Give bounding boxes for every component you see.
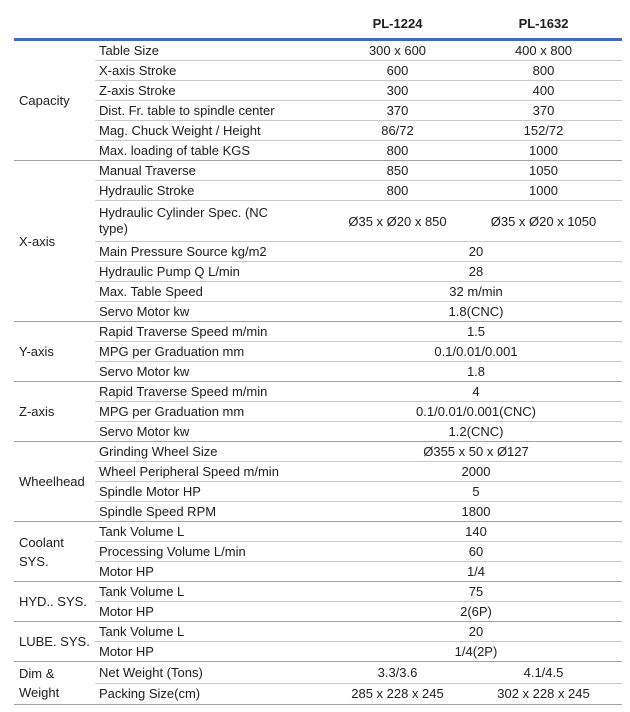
spec-row <box>14 562 622 582</box>
spec-label: Motor HP <box>95 602 330 622</box>
spec-row <box>14 121 622 141</box>
spec-label: Hydraulic Pump Q L/min <box>95 262 330 282</box>
spec-label: Tank Volume L <box>95 582 330 602</box>
category-label: LUBE. SYS. <box>14 622 95 662</box>
spec-row <box>14 282 622 302</box>
spec-label: Max. Table Speed <box>95 282 330 302</box>
spec-label <box>95 201 330 242</box>
spec-value-shared: 2000 <box>330 462 622 482</box>
spec-row <box>14 141 622 161</box>
spec-label: Rapid Traverse Speed m/min <box>95 382 330 402</box>
spec-label: Packing Size(cm) <box>95 683 330 705</box>
spec-label: Wheel Peripheral Speed m/min <box>95 462 330 482</box>
category-label: X-axis <box>14 161 95 322</box>
spec-value-shared: 1800 <box>330 502 622 522</box>
spec-value-shared: 75 <box>330 582 622 602</box>
spec-value-shared: 32 m/min <box>330 282 622 302</box>
spec-value-model-1: 800 <box>330 181 465 201</box>
spec-row <box>14 382 622 402</box>
spec-value-model-2: 1000 <box>465 141 622 161</box>
spec-value-model-2: Ø35 x Ø20 x 1050 <box>465 201 622 242</box>
spec-row <box>14 242 622 262</box>
spec-label: Max. loading of table KGS <box>95 141 330 161</box>
spec-label: Motor HP <box>95 642 330 662</box>
spec-value-shared: 1.5 <box>330 322 622 342</box>
spec-row <box>14 642 622 662</box>
header-row <box>14 8 622 40</box>
spec-value-shared: 1.8(CNC) <box>330 302 622 322</box>
spec-row <box>14 262 622 282</box>
spec-row <box>14 101 622 121</box>
spec-value-shared: 20 <box>330 622 622 642</box>
spec-row <box>14 342 622 362</box>
category-label: Coolant SYS. <box>14 522 95 582</box>
spec-label: Tank Volume L <box>95 522 330 542</box>
spec-value-shared: 1/4 <box>330 562 622 582</box>
column-header-model-2: PL-1632 <box>465 8 622 40</box>
spec-value-shared: 140 <box>330 522 622 542</box>
spec-row <box>14 422 622 442</box>
spec-table-body <box>14 40 622 705</box>
spec-row <box>14 362 622 382</box>
category-label: Wheelhead <box>14 442 95 522</box>
spec-value-model-2: 4.1/4.5 <box>465 662 622 684</box>
spec-label: Manual Traverse <box>95 161 330 181</box>
spec-label: Hydraulic Stroke <box>95 181 330 201</box>
spec-value-shared: 60 <box>330 542 622 562</box>
spec-value-model-2: 1000 <box>465 181 622 201</box>
category-label: HYD.. SYS. <box>14 582 95 622</box>
spec-label: MPG per Graduation mm <box>95 342 330 362</box>
spec-value-model-1: 86/72 <box>330 121 465 141</box>
spec-value-shared: 2(6P) <box>330 602 622 622</box>
spec-value-model-2: 800 <box>465 61 622 81</box>
category-label: Z-axis <box>14 382 95 442</box>
spec-table <box>14 8 622 705</box>
spec-value-model-2: 400 x 800 <box>514 43 573 58</box>
spec-label: Main Pressure Source kg/m2 <box>95 242 330 262</box>
spec-label: Servo Motor kw <box>95 302 330 322</box>
spec-label: Spindle Speed RPM <box>95 502 330 522</box>
spec-label: Net Weight (Tons) <box>95 662 330 684</box>
header-label-spacer <box>95 8 330 40</box>
spec-row <box>14 161 622 181</box>
spec-label: Servo Motor kw <box>95 422 330 442</box>
spec-row <box>14 622 622 642</box>
spec-value-model-2: 1050 <box>465 161 622 181</box>
spec-value-model-2: 370 <box>465 101 622 121</box>
spec-value-model-2: 302 x 228 x 245 <box>465 683 622 705</box>
category-label: Y-axis <box>14 322 95 382</box>
spec-value-shared: 1.2(CNC) <box>330 422 622 442</box>
spec-value-model-1: 850 <box>330 161 465 181</box>
spec-value-model-1: 300 <box>330 81 465 101</box>
spec-value-shared: 20 <box>330 242 622 262</box>
spec-table-header <box>14 8 622 40</box>
column-header-model-1: PL-1224 <box>330 8 465 40</box>
spec-row <box>14 81 622 101</box>
spec-row <box>14 322 622 342</box>
spec-label: Tank Volume L <box>95 622 330 642</box>
spec-row <box>14 662 622 684</box>
spec-label: Spindle Motor HP <box>95 482 330 502</box>
spec-row <box>14 302 622 322</box>
spec-label: Grinding Wheel Size <box>95 442 330 462</box>
spec-value-shared: 28 <box>330 262 622 282</box>
spec-label: Table Size <box>99 43 159 58</box>
spec-row <box>14 462 622 482</box>
spec-label: X-axis Stroke <box>95 61 330 81</box>
spec-row <box>14 542 622 562</box>
spec-value-model-1: 285 x 228 x 245 <box>330 683 465 705</box>
spec-label: Rapid Traverse Speed m/min <box>95 322 330 342</box>
spec-row <box>14 442 622 462</box>
spec-value-shared: Ø355 x 50 x Ø127 <box>330 442 622 462</box>
spec-label: Processing Volume L/min <box>95 542 330 562</box>
spec-row <box>14 181 622 201</box>
spec-value-model-1: Ø35 x Ø20 x 850 <box>330 201 465 242</box>
spec-label: Servo Motor kw <box>95 362 330 382</box>
spec-value-model-1: 800 <box>330 141 465 161</box>
spec-row <box>14 201 622 242</box>
spec-row <box>14 482 622 502</box>
spec-label: Dist. Fr. table to spindle center <box>95 101 330 121</box>
spec-value-shared: 4 <box>330 382 622 402</box>
spec-row <box>14 602 622 622</box>
spec-value-model-2: 400 <box>465 81 622 101</box>
spec-value-model-2: 152/72 <box>465 121 622 141</box>
spec-label: Mag. Chuck Weight / Height <box>95 121 330 141</box>
spec-value-shared: 0.1/0.01/0.001(CNC) <box>330 402 622 422</box>
spec-row <box>14 683 622 705</box>
spec-row <box>14 40 622 61</box>
spec-value-model-1: 600 <box>330 61 465 81</box>
spec-row <box>14 502 622 522</box>
spec-value-shared: 5 <box>330 482 622 502</box>
spec-label: Motor HP <box>95 562 330 582</box>
header-category-spacer <box>14 8 95 40</box>
spec-value-model-1: 370 <box>330 101 465 121</box>
spec-label-text: Hydraulic Cylinder Spec. (NC type) <box>99 205 269 236</box>
spec-value-model-1: 300 x 600 <box>368 43 427 58</box>
spec-row <box>14 582 622 602</box>
spec-label: MPG per Graduation mm <box>95 402 330 422</box>
spec-label: Z-axis Stroke <box>95 81 330 101</box>
spec-value-shared: 0.1/0.01/0.001 <box>330 342 622 362</box>
spec-value-shared: 1.8 <box>330 362 622 382</box>
category-label: Capacity <box>19 93 70 108</box>
spec-row <box>14 61 622 81</box>
spec-row <box>14 402 622 422</box>
spec-row <box>14 522 622 542</box>
spec-value-model-1: 3.3/3.6 <box>330 662 465 684</box>
category-label: Dim & Weight <box>14 662 95 705</box>
spec-value-shared: 1/4(2P) <box>330 642 622 662</box>
